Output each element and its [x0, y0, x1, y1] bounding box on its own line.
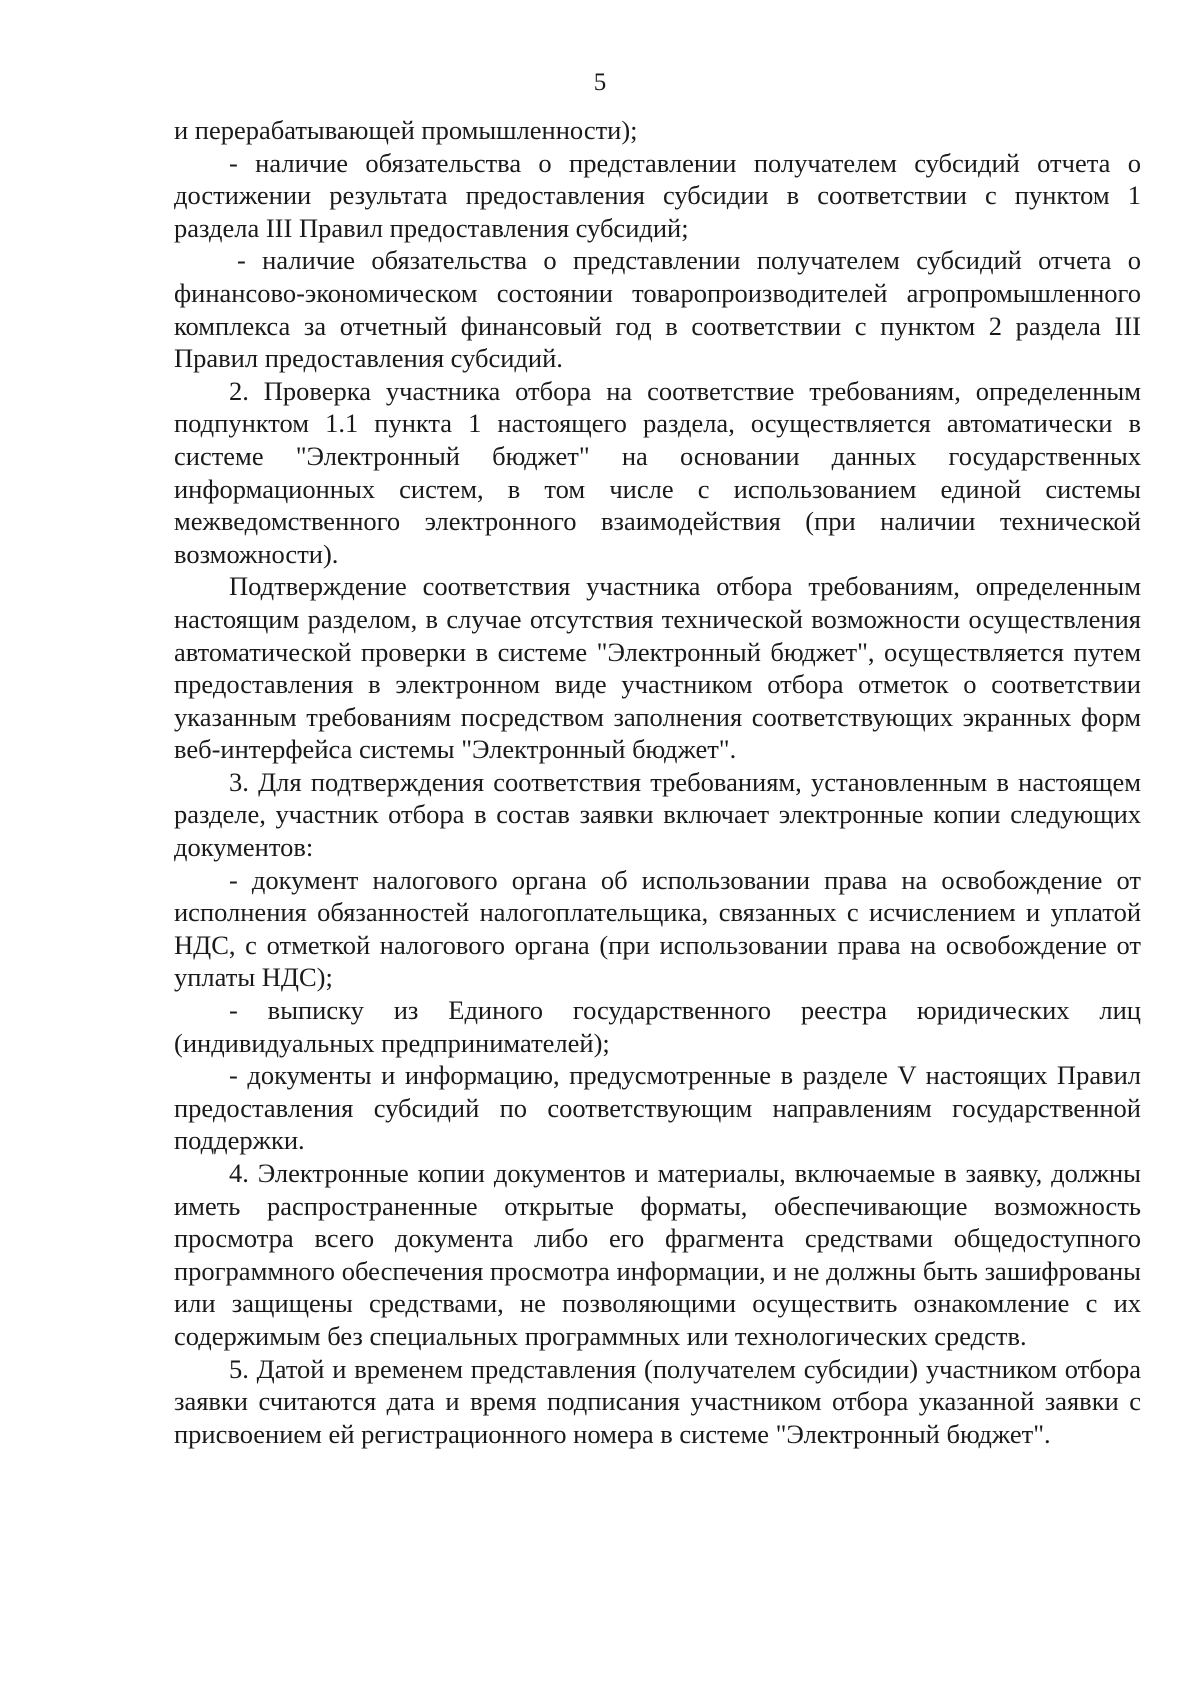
document-body [174, 114, 1141, 1450]
list-item-report-obligation: - наличие обязательства о представлении получателем субсидий отчета о достижении результата предоставления субсидии в соответствии с пунктом 1 раздела III Правил предоставления субсидий; [174, 147, 1141, 243]
paragraph-item-5: 5. Датой и временем представления (получателем субсидии) участником отбора заявки считаются дата и время подписания участником отбора указанной заявки с присвоением ей регистрационного номера в системе "Электронный бюджет". [174, 1353, 1141, 1449]
list-item-tax-document: - документ налогового органа об использовании права на освобождение от исполнения обязанностей налогоплательщика, связанных с исчислением и уплатой НДС, с отметкой налогового органа (при использовании права на освобождение от уплаты НДС); [174, 864, 1141, 993]
paragraph-item-4: 4. Электронные копии документов и материалы, включаемые в заявку, должны иметь распространенные открытые форматы, обеспечивающие возможность просмотра всего документа либо его фрагмента средствами общедоступного программного обеспечения просмотра информации, и не должны быть зашифрованы или защищены средствами, не позволяющими осуществить ознакомление с их содержимым без специальных программных или технологических средств. [174, 1158, 1141, 1351]
list-item-documents-info: - документы и информацию, предусмотренные в разделе V настоящих Правил предоставления субсидий по соответствующим направлениям государственной поддержки. [174, 1060, 1141, 1156]
paragraph-item-3: 3. Для подтверждения соответствия требованиям, установленным в настоящем разделе, участник отбора в состав заявки включает электронные копии следующих документов: [174, 766, 1141, 863]
paragraph-item-2: 2. Проверка участника отбора на соответствие требованиям, определенным подпунктом 1.1 пункта 1 настоящего раздела, осуществляется автоматически в системе "Электронный бюджет" на основании данных государственных информационных систем, в том числе с использованием единой системы межведомственного электронного взаимодействия (при наличии технической возможности). [174, 375, 1141, 569]
paragraph-confirmation: Подтверждение соответствия участника отбора требованиям, определенным настоящим разделом, в случае отсутствия технической возможности осуществления автоматической проверки в системе "Электронный бюджет", осуществляется путем предоставления в электронном виде участником отбора отметок о соответствии указанным требованиям посредством заполнения соответствующих экранных форм веб-интерфейса системы "Электронный бюджет". [174, 571, 1141, 765]
list-item-registry-extract: - выписку из Единого государственного реестра юридических лиц (индивидуальных предпринимателей); [174, 995, 1141, 1058]
paragraph-continuation: и перерабатывающей промышленности); [174, 115, 638, 145]
page-number: 5 [593, 69, 607, 96]
list-item-financial-report-obligation: - наличие обязательства о представлении получателем субсидий отчета о финансово-экономическом состоянии товаропроизводителей агропромышленного комплекса за отчетный финансовый год в соответствии с пунктом 2 раздела III Правил предоставления субсидий. [174, 245, 1141, 374]
